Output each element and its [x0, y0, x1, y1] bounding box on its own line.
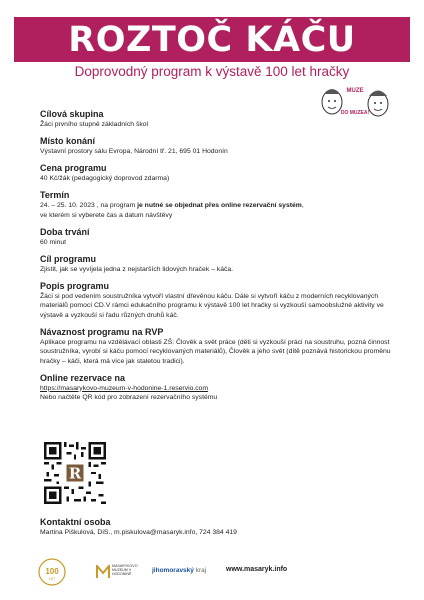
reservation-link[interactable]: https://masarykovo-muzeum-v-hodonine-1.reservio.com	[40, 384, 209, 392]
duration-heading: Doba trvání	[40, 226, 90, 237]
online-heading: Online rezervace na	[40, 372, 126, 383]
description-text: Žáci si pod vedením soustružníka vytvoří vlastní dřevěnou káču. Dále si vytvoří káču z moderních recyklovaných materiálů pomocí CD.V rámci edukačního programu k výstavě 100 let hračky si vyzkouší samoobslužné aktivity ve výstavě a vyzkouší si řadu různých druhů káč.	[40, 292, 384, 319]
contact-heading: Kontaktní osoba	[40, 517, 111, 527]
contact-section	[40, 517, 392, 538]
term-dates: 24. – 25. 10. 2023 , na program	[40, 202, 138, 209]
goal-text: Zjistit, jak se vyvíjela jedna z nejstarších lidových hraček – káča.	[40, 265, 234, 273]
section-price	[40, 163, 392, 184]
price-text: 40 Kč/žák (pedagogický doprovod zdarma)	[40, 175, 170, 182]
price-heading: Cena programu	[40, 163, 107, 173]
venue-heading: Místo konání	[40, 136, 96, 146]
section-rvp	[40, 327, 392, 367]
term-booking-note: je nutné se objednat přes online rezervační systém	[137, 202, 302, 209]
target-group-heading: Cílová skupina	[40, 109, 104, 119]
section-goal	[40, 254, 392, 275]
badge-line1: MUZE	[346, 88, 364, 94]
qr-code-icon[interactable]	[44, 442, 106, 504]
section-online-reservation	[40, 373, 392, 403]
contact-text: Martina Piškulová, DiS., m.piskulova@masaryk.info, 724 384 419	[40, 529, 237, 536]
svg-text:R: R	[68, 464, 82, 483]
term-heading: Termín	[40, 190, 70, 200]
section-duration	[40, 227, 392, 248]
term-text	[40, 201, 392, 220]
title-banner	[14, 17, 410, 62]
region-prefix: jihomoravský	[152, 567, 194, 574]
logo100-number: 100	[45, 567, 59, 576]
term-choose-time: ve kterém si vyberete čas a datum návštěvy	[40, 211, 173, 219]
rvp-heading: Návaznost programu na RVP	[40, 326, 164, 337]
section-term	[40, 190, 392, 220]
badge-line2: DO MUZEA!	[340, 110, 370, 116]
website-link[interactable]: www.masaryk.info	[226, 566, 288, 573]
region-suffix: kraj	[193, 567, 207, 574]
masaryk-museum-logo-icon	[96, 565, 110, 579]
duration-text: 60 minut	[40, 238, 67, 246]
page-title: ROZTOČ KÁČU	[68, 19, 356, 60]
anniversary-100-logo-icon	[38, 558, 66, 586]
qr-hint-text: Nebo načtěte QR kód pro zobrazení rezervačního systému	[40, 394, 218, 401]
museum-name: MASARYKOVO MUZEUM V HODONÍNĚ	[112, 564, 138, 577]
goal-heading: Cíl programu	[40, 253, 97, 264]
term-comma: ,	[301, 202, 304, 209]
description-heading: Popis programu	[40, 280, 110, 291]
region-logo	[152, 567, 206, 574]
section-description	[40, 281, 392, 321]
venue-text: Výstavní prostory sálu Evropa, Národní tř. 21, 695 01 Hodonín	[40, 148, 228, 155]
rvp-text: Aplikace programu na vzdělávací oblasti ZŠ: Člověk a svět práce (děti si vyzkouší práci na soustruhu, pozná činnost soustružníka, vyrobí si káču pomocí recyklovaných materiálů), Člověk a jeho svět (dítě poznává historickou proměnu hračky – káči, která má více jak staletou tradici).	[40, 338, 391, 365]
section-venue	[40, 136, 392, 157]
target-group-text: Žáci prvního stupně základních škol	[40, 121, 149, 128]
footer	[0, 552, 424, 592]
logo100-sub: LET	[48, 577, 56, 581]
page-subtitle: Doprovodný program k výstavě 100 let hračky	[74, 64, 350, 79]
program-details	[40, 109, 392, 409]
section-target-group	[40, 109, 392, 130]
